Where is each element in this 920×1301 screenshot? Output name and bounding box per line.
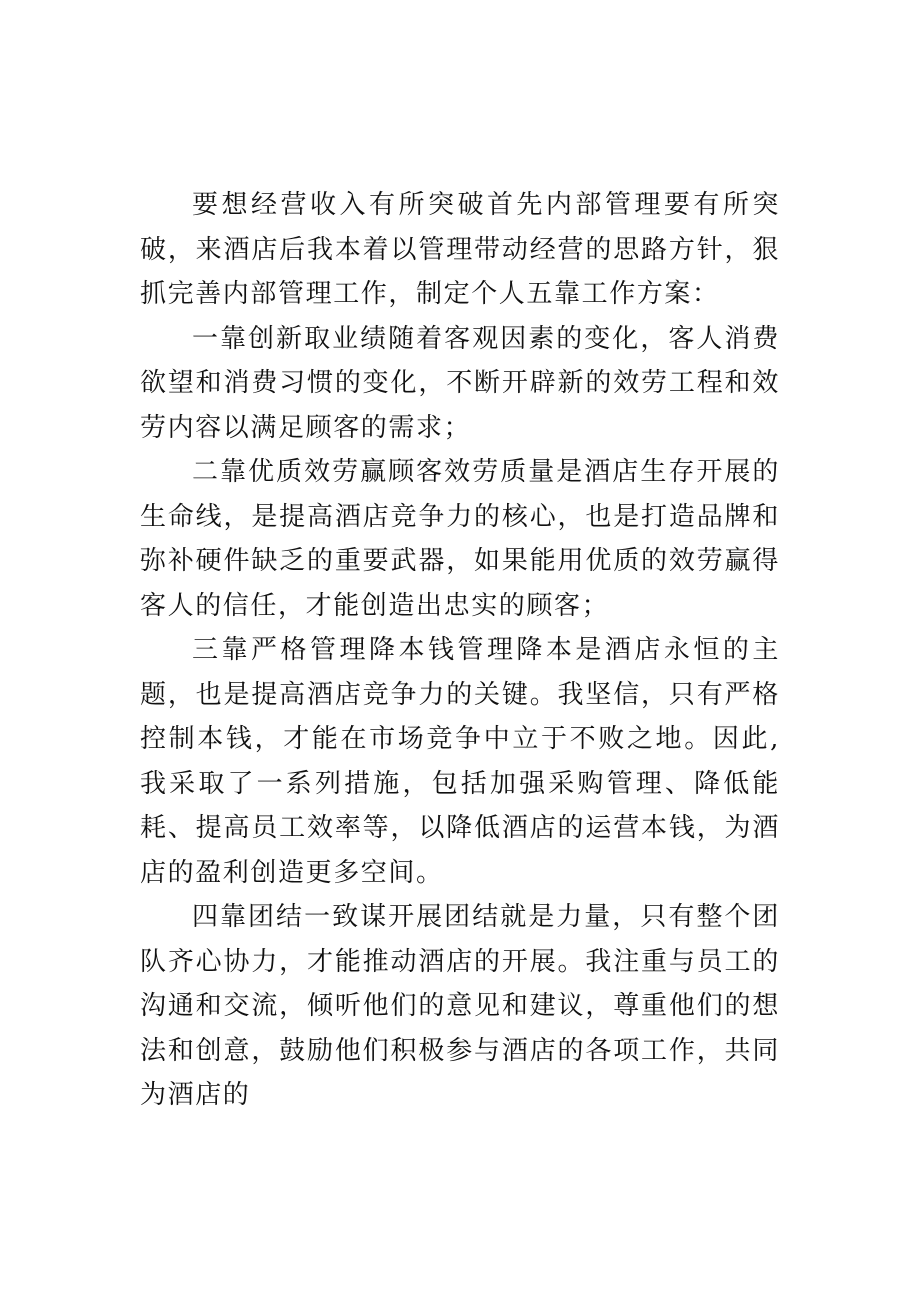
paragraph-innovation: 一靠创新取业绩随着客观因素的变化，客人消费欲望和消费习惯的变化，不断开辟新的效劳工程和效劳内容以满足顾客的需求；: [140, 323, 780, 443]
document-body: [140, 183, 780, 1118]
paragraph-intro: 要想经营收入有所突破首先内部管理要有所突破，来酒店后我本着以管理带动经营的思路方针，狠抓完善内部管理工作，制定个人五靠工作方案：: [140, 190, 780, 309]
paragraph-service-quality: 二靠优质效劳赢顾客效劳质量是酒店生存开展的生命线，是提高酒店竞争力的核心，也是打造品牌和弥补硬件缺乏的重要武器，如果能用优质的效劳赢得客人的信任，才能创造出忠实的顾客；: [140, 457, 780, 621]
paragraph-teamwork: 四靠团结一致谋开展团结就是力量，只有整个团队齐心协力，才能推动酒店的开展。我注重与员工的沟通和交流，倾听他们的意见和建议，尊重他们的想法和创意，鼓励他们积极参与酒店的各项工作，共同为酒店的: [140, 902, 780, 1110]
paragraph-cost-control: 三靠严格管理降本钱管理降本是酒店永恒的主题，也是提高酒店竞争力的关键。我坚信，只有严格控制本钱，才能在市场竞争中立于不败之地。因此,我采取了一系列措施，包括加强采购管理、降低能耗、提高员工效率等，以降低酒店的运营本钱，为酒店的盈利创造更多空间。: [140, 635, 780, 888]
